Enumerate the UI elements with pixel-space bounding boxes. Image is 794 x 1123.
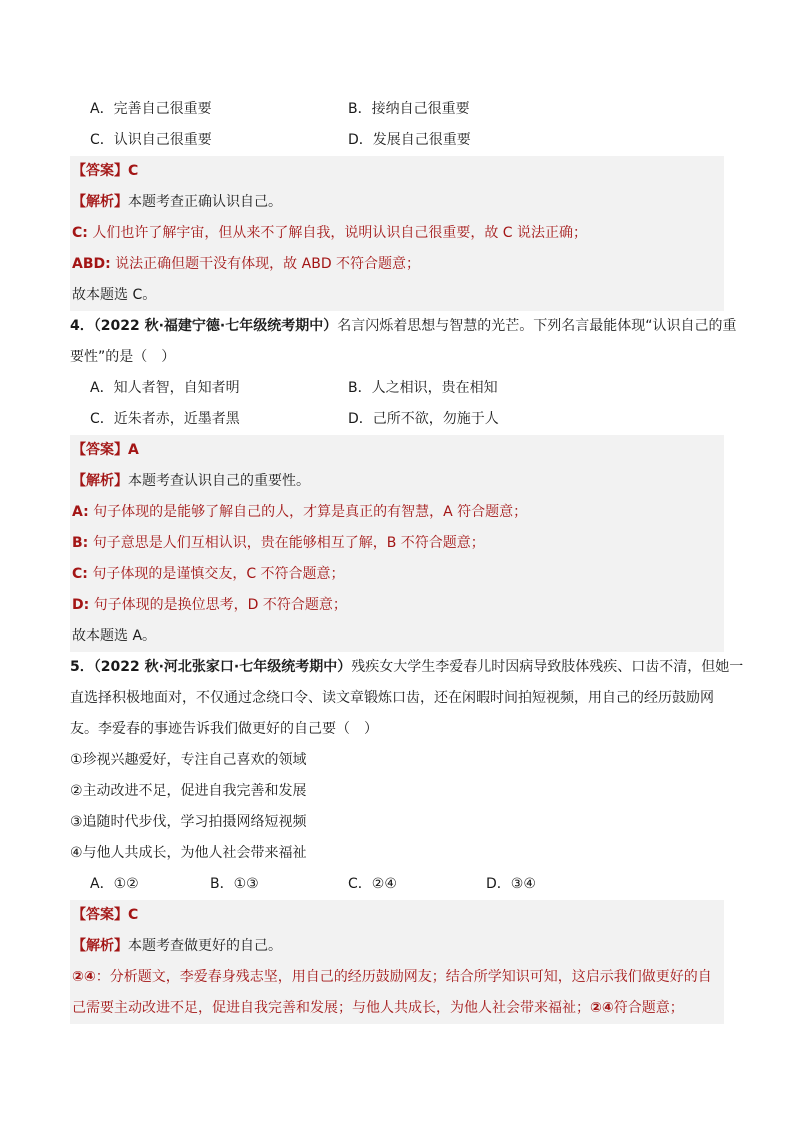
- answer-value: A: [128, 442, 139, 458]
- q4-option-c: C．近朱者赤，近墨者黑: [90, 411, 240, 427]
- analysis-tag: 【解析】: [72, 473, 128, 489]
- q4-options-row-1: [70, 373, 724, 404]
- q5-stem: 5．（2022 秋·河北张家口·七年级统考期中）残疾女大学生李爱春儿时因病导致肢体残疾、口齿不清，但她一: [70, 659, 744, 675]
- q4-option-b: B．人之相识，贵在相知: [348, 380, 498, 396]
- q5-stem-cont: 直选择积极地面对，不仅通过念绕口令、读文章锻炼口齿，还在闲暇时间拍短视频，用自己的经历鼓励网: [70, 690, 714, 706]
- q5-option-b: B．①③: [210, 876, 259, 892]
- q4-option-a: A．知人者智，自知者明: [90, 380, 240, 396]
- q3-analysis-line: C: 人们也许了解宇宙，但从来不了解自我，说明认识自己很重要，故 C 说法正确；: [70, 218, 724, 249]
- q5-option-a: A．①②: [90, 876, 139, 892]
- answer-tag: 【答案】: [72, 442, 128, 458]
- q3-option-d: D．发展自己很重要: [348, 132, 471, 148]
- q5-options-row: [70, 869, 724, 900]
- q3-options-row-1: [70, 94, 724, 125]
- q3-conclusion: 故本题选 C。: [70, 280, 724, 311]
- document-page: [70, 94, 744, 1024]
- q5-item: ③追随时代步伐，学习拍摄网络短视频: [70, 814, 307, 830]
- q4-analysis-line: B: 句子意思是人们互相认识，贵在能够相互了解，B 不符合题意；: [70, 528, 724, 559]
- answer-tag: 【答案】: [72, 907, 128, 923]
- answer-value: C: [128, 163, 139, 179]
- q4-options-row-2: [70, 404, 724, 435]
- question-source: （2022 秋·福建宁德·七年级统考期中）: [93, 318, 338, 334]
- analysis-text: 本题考查正确认识自己。: [128, 194, 282, 210]
- q5-analysis: [70, 931, 724, 962]
- q5-option-d: D．③④: [486, 876, 536, 892]
- q5-item: ②主动改进不足，促进自我完善和发展: [70, 783, 307, 799]
- q5-answer: [70, 900, 724, 931]
- analysis-text: 本题考查做更好的自己。: [128, 938, 282, 954]
- q4-analysis-line: C: 句子体现的是谨慎交友，C 不符合题意；: [70, 559, 724, 590]
- q5-option-c: C．②④: [348, 876, 397, 892]
- q3-option-a: A．完善自己很重要: [90, 101, 212, 117]
- question-number: 5．: [70, 659, 94, 675]
- q3-analysis-line: ABD: 说法正确但题干没有体现，故 ABD 不符合题意；: [70, 249, 724, 280]
- analysis-tag: 【解析】: [72, 938, 128, 954]
- analysis-text: 本题考查认识自己的重要性。: [128, 473, 310, 489]
- answer-value: C: [128, 907, 139, 923]
- q5-stem-cont: 友。李爱春的事迹告诉我们做更好的自己要（ ）: [70, 721, 378, 737]
- q4-conclusion: 故本题选 A。: [70, 621, 724, 652]
- q4-option-d: D．己所不欲，勿施于人: [348, 411, 499, 427]
- q4-analysis: [70, 466, 724, 497]
- q5-analysis-line: ②④：分析题文，李爱春身残志坚，用自己的经历鼓励网友；结合所学知识可知，这启示我们做更好的自: [70, 962, 724, 993]
- q5-analysis-line: 己需要主动改进不足，促进自我完善和发展；与他人共成长，为他人社会带来福祉；②④符合题意；: [70, 993, 724, 1024]
- q3-options-row-2: [70, 125, 724, 156]
- q4-stem: 4．（2022 秋·福建宁德·七年级统考期中）名言闪烁着思想与智慧的光芒。下列名言最能体现“认识自己的重: [70, 318, 737, 334]
- q5-item: ④与他人共成长，为他人社会带来福祉: [70, 845, 307, 861]
- q3-option-c: C．认识自己很重要: [90, 132, 212, 148]
- question-source: （2022 秋·河北张家口·七年级统考期中）: [93, 659, 352, 675]
- q4-answer: [70, 435, 724, 466]
- q4-analysis-line: D: 句子体现的是换位思考，D 不符合题意；: [70, 590, 724, 621]
- q4-analysis-line: A: 句子体现的是能够了解自己的人，才算是真正的有智慧，A 符合题意；: [70, 497, 724, 528]
- q3-analysis: [70, 187, 724, 218]
- q4-stem-cont: 要性”的是（ ）: [70, 349, 176, 365]
- analysis-tag: 【解析】: [72, 194, 128, 210]
- q3-answer: [70, 156, 724, 187]
- q3-option-b: B．接纳自己很重要: [348, 101, 470, 117]
- question-number: 4．: [70, 318, 94, 334]
- q5-item: ①珍视兴趣爱好，专注自己喜欢的领域: [70, 752, 307, 768]
- answer-tag: 【答案】: [72, 163, 128, 179]
